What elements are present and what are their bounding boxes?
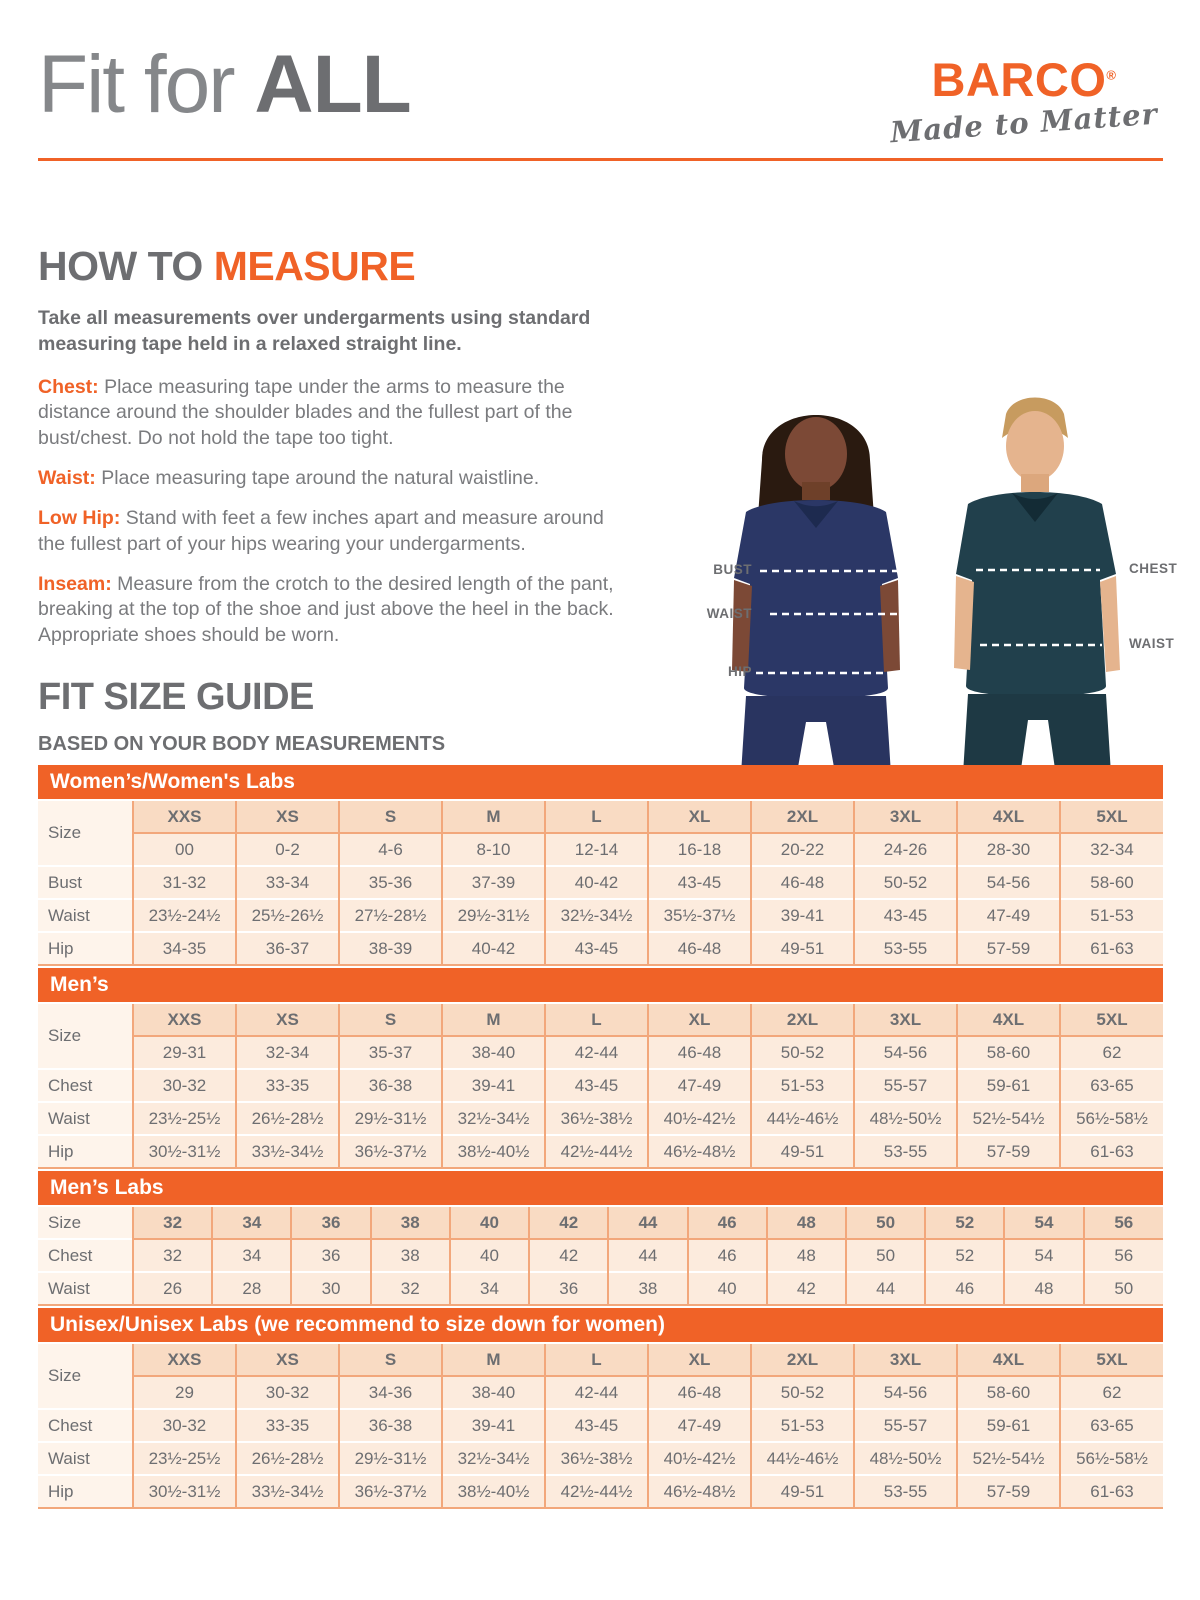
size-header-cell: 52 bbox=[925, 1206, 1004, 1239]
size-header-cell: 34 bbox=[212, 1206, 291, 1239]
measurement-cell: 36 bbox=[291, 1239, 370, 1272]
table-section-title: Women’s/Women's Labs bbox=[38, 765, 1163, 799]
fit-size-guide-heading: FIT SIZE GUIDE bbox=[38, 676, 314, 718]
measurement-cell: 38 bbox=[371, 1239, 450, 1272]
size-header-cell: 5XL bbox=[1060, 1003, 1163, 1036]
size-column-label: Size bbox=[38, 1206, 133, 1239]
numeric-size-cell: 42-44 bbox=[545, 1036, 648, 1069]
measurement-cell: 36½-38½ bbox=[545, 1442, 648, 1475]
model-photo bbox=[650, 370, 1200, 790]
table-section-title: Unisex/Unisex Labs (we recommend to size down for women) bbox=[38, 1308, 1163, 1342]
measurement-cell: 39-41 bbox=[751, 899, 854, 932]
brand-logo bbox=[889, 53, 1159, 150]
measure-item-waist bbox=[38, 466, 630, 491]
measurement-cell: 36½-38½ bbox=[545, 1102, 648, 1135]
table-row bbox=[38, 866, 1163, 899]
table-row bbox=[38, 899, 1163, 932]
size-header-cell: 42 bbox=[529, 1206, 608, 1239]
measurement-cell: 51-53 bbox=[751, 1069, 854, 1102]
size-header-cell: L bbox=[545, 800, 648, 833]
numeric-size-cell: 30-32 bbox=[236, 1376, 339, 1409]
size-header-cell: S bbox=[339, 1003, 442, 1036]
measurement-cell: 26 bbox=[133, 1272, 212, 1305]
size-header-cell: 56 bbox=[1084, 1206, 1163, 1239]
measurement-cell: 53-55 bbox=[854, 932, 957, 965]
numeric-size-cell: 38-40 bbox=[442, 1036, 545, 1069]
measurement-cell: 46 bbox=[925, 1272, 1004, 1305]
numeric-size-cell: 8-10 bbox=[442, 833, 545, 866]
measurement-cell: 51-53 bbox=[1060, 899, 1163, 932]
size-header-cell: XL bbox=[648, 800, 751, 833]
measurement-cell: 52½-54½ bbox=[957, 1102, 1060, 1135]
size-table-womens bbox=[38, 799, 1163, 966]
measurement-cell: 23½-24½ bbox=[133, 899, 236, 932]
measurement-cell: 52½-54½ bbox=[957, 1442, 1060, 1475]
size-header-cell: XS bbox=[236, 1343, 339, 1376]
measurement-cell: 33½-34½ bbox=[236, 1135, 339, 1168]
numeric-size-cell: 29 bbox=[133, 1376, 236, 1409]
measurement-cell: 61-63 bbox=[1060, 932, 1163, 965]
row-label: Waist bbox=[38, 1442, 133, 1475]
measurement-cell: 36-38 bbox=[339, 1409, 442, 1442]
measurement-cell: 32½-34½ bbox=[442, 1102, 545, 1135]
size-header-cell: 48 bbox=[767, 1206, 846, 1239]
size-header-cell: 44 bbox=[608, 1206, 687, 1239]
measurement-cell: 56 bbox=[1084, 1239, 1163, 1272]
measurement-cell: 35½-37½ bbox=[648, 899, 751, 932]
size-header-cell: XXS bbox=[133, 1343, 236, 1376]
numeric-size-cell: 34-36 bbox=[339, 1376, 442, 1409]
size-header-cell: XL bbox=[648, 1343, 751, 1376]
measurement-cell: 46½-48½ bbox=[648, 1475, 751, 1508]
measurement-cell: 32 bbox=[133, 1239, 212, 1272]
measurement-cell: 48 bbox=[1004, 1272, 1083, 1305]
measurement-cell: 33-34 bbox=[236, 866, 339, 899]
measurement-cell: 50-52 bbox=[854, 866, 957, 899]
numeric-size-cell: 62 bbox=[1060, 1376, 1163, 1409]
measurement-cell: 38½-40½ bbox=[442, 1475, 545, 1508]
models-illustration bbox=[650, 370, 1200, 790]
measurement-cell: 56½-58½ bbox=[1060, 1442, 1163, 1475]
measurement-cell: 57-59 bbox=[957, 932, 1060, 965]
measurement-cell: 39-41 bbox=[442, 1409, 545, 1442]
measurement-cell: 57-59 bbox=[957, 1135, 1060, 1168]
measurement-cell: 36-37 bbox=[236, 932, 339, 965]
measurement-cell: 46-48 bbox=[751, 866, 854, 899]
measurement-cell: 30 bbox=[291, 1272, 370, 1305]
brand-tagline: Made to Matter bbox=[889, 96, 1159, 150]
measurement-cell: 40 bbox=[688, 1272, 767, 1305]
size-header-cell: 46 bbox=[688, 1206, 767, 1239]
measurement-cell: 55-57 bbox=[854, 1409, 957, 1442]
size-header-cell: M bbox=[442, 1003, 545, 1036]
page-title-light: Fit for bbox=[38, 39, 255, 130]
numeric-size-cell: 46-48 bbox=[648, 1376, 751, 1409]
measurement-cell: 44½-46½ bbox=[751, 1102, 854, 1135]
measurement-cell: 32 bbox=[371, 1272, 450, 1305]
numeric-size-cell: 54-56 bbox=[854, 1376, 957, 1409]
measurement-cell: 48½-50½ bbox=[854, 1102, 957, 1135]
measure-item-chest bbox=[38, 375, 630, 451]
measurement-cell: 26½-28½ bbox=[236, 1102, 339, 1135]
measurement-cell: 59-61 bbox=[957, 1409, 1060, 1442]
size-header-cell: S bbox=[339, 1343, 442, 1376]
measurement-cell: 30-32 bbox=[133, 1409, 236, 1442]
table-section-title: Men’s Labs bbox=[38, 1171, 1163, 1205]
row-label: Hip bbox=[38, 1135, 133, 1168]
size-header-cell: 54 bbox=[1004, 1206, 1083, 1239]
measurement-cell: 40½-42½ bbox=[648, 1102, 751, 1135]
measurement-cell: 29½-31½ bbox=[442, 899, 545, 932]
measure-item-chest-label: Chest: bbox=[38, 375, 99, 398]
numeric-size-cell: 50-52 bbox=[751, 1036, 854, 1069]
measurement-cell: 23½-25½ bbox=[133, 1102, 236, 1135]
row-label: Chest bbox=[38, 1239, 133, 1272]
measure-item-lowhip-label: Low Hip: bbox=[38, 507, 121, 530]
figure-label-hip: HIP bbox=[727, 664, 752, 679]
size-table-unisex bbox=[38, 1342, 1163, 1509]
size-table-section-unisex bbox=[38, 1308, 1163, 1509]
numeric-size-cell: 29-31 bbox=[133, 1036, 236, 1069]
measure-item-inseam-label: Inseam: bbox=[38, 572, 112, 595]
numeric-size-cell: 12-14 bbox=[545, 833, 648, 866]
table-row bbox=[38, 932, 1163, 965]
registered-trademark-icon: ® bbox=[1106, 67, 1117, 83]
size-tables bbox=[38, 765, 1163, 1509]
numeric-size-cell: 50-52 bbox=[751, 1376, 854, 1409]
numeric-size-cell: 20-22 bbox=[751, 833, 854, 866]
measurement-cell: 49-51 bbox=[751, 1475, 854, 1508]
measurement-cell: 34-35 bbox=[133, 932, 236, 965]
measurement-cell: 35-36 bbox=[339, 866, 442, 899]
measurement-cell: 46 bbox=[688, 1239, 767, 1272]
size-header-cell: XS bbox=[236, 800, 339, 833]
measure-item-inseam-text: Measure from the crotch to the desired length of the pant, breaking at the top of the shoe and just above the heel in the back. Appropriate shoes should be worn. bbox=[38, 572, 614, 646]
measurement-cell: 47-49 bbox=[648, 1409, 751, 1442]
numeric-size-cell: 38-40 bbox=[442, 1376, 545, 1409]
size-header-cell: 40 bbox=[450, 1206, 529, 1239]
measurement-cell: 46-48 bbox=[648, 932, 751, 965]
measurement-cell: 56½-58½ bbox=[1060, 1102, 1163, 1135]
measurement-cell: 37-39 bbox=[442, 866, 545, 899]
size-header-cell: 3XL bbox=[854, 1343, 957, 1376]
size-header-cell: 4XL bbox=[957, 1003, 1060, 1036]
row-label: Bust bbox=[38, 866, 133, 899]
measurement-cell: 61-63 bbox=[1060, 1135, 1163, 1168]
numeric-size-cell: 58-60 bbox=[957, 1036, 1060, 1069]
table-row bbox=[38, 1272, 1163, 1305]
measurement-cell: 50 bbox=[1084, 1272, 1163, 1305]
size-header-cell: 2XL bbox=[751, 1003, 854, 1036]
measurement-cell: 49-51 bbox=[751, 932, 854, 965]
numeric-size-cell: 0-2 bbox=[236, 833, 339, 866]
measurement-cell: 39-41 bbox=[442, 1069, 545, 1102]
measurement-cell: 57-59 bbox=[957, 1475, 1060, 1508]
page-title-bold: ALL bbox=[254, 39, 411, 130]
measurement-cell: 43-45 bbox=[545, 1069, 648, 1102]
size-guide-subheading: BASED ON YOUR BODY MEASUREMENTS bbox=[38, 733, 446, 755]
measurement-cell: 47-49 bbox=[957, 899, 1060, 932]
size-header-cell: XL bbox=[648, 1003, 751, 1036]
size-header-cell: 2XL bbox=[751, 1343, 854, 1376]
woman-model-silhouette bbox=[732, 415, 900, 790]
measurement-cell: 43-45 bbox=[854, 899, 957, 932]
measurement-cell: 32½-34½ bbox=[545, 899, 648, 932]
measure-item-inseam bbox=[38, 572, 630, 648]
measurement-cell: 63-65 bbox=[1060, 1069, 1163, 1102]
measurement-cell: 29½-31½ bbox=[339, 1442, 442, 1475]
row-label: Chest bbox=[38, 1409, 133, 1442]
row-label: Hip bbox=[38, 1475, 133, 1508]
numeric-size-cell: 58-60 bbox=[957, 1376, 1060, 1409]
figure-label-waist-right: WAIST bbox=[1129, 636, 1175, 651]
man-model-silhouette bbox=[954, 398, 1120, 791]
measurement-cell: 59-61 bbox=[957, 1069, 1060, 1102]
table-row bbox=[38, 1102, 1163, 1135]
table-row bbox=[38, 1409, 1163, 1442]
measurement-cell: 54 bbox=[1004, 1239, 1083, 1272]
numeric-size-cell: 24-26 bbox=[854, 833, 957, 866]
numeric-size-cell: 46-48 bbox=[648, 1036, 751, 1069]
size-header-cell: 2XL bbox=[751, 800, 854, 833]
measurement-cell: 52 bbox=[925, 1239, 1004, 1272]
measurement-cell: 46½-48½ bbox=[648, 1135, 751, 1168]
size-column-label: Size bbox=[38, 1003, 133, 1069]
size-table-mens-labs bbox=[38, 1205, 1163, 1306]
measurement-cell: 50 bbox=[846, 1239, 925, 1272]
page-title bbox=[38, 40, 411, 130]
size-header-cell: 32 bbox=[133, 1206, 212, 1239]
measurement-cell: 36 bbox=[529, 1272, 608, 1305]
measurement-cell: 38-39 bbox=[339, 932, 442, 965]
measurement-cell: 40½-42½ bbox=[648, 1442, 751, 1475]
measure-item-lowhip-text: Stand with feet a few inches apart and measure around the fullest part of your hips wearing your undergarments. bbox=[38, 507, 604, 555]
size-header-cell: 4XL bbox=[957, 1343, 1060, 1376]
size-header-cell: 5XL bbox=[1060, 1343, 1163, 1376]
measurement-cell: 44 bbox=[846, 1272, 925, 1305]
figure-label-bust: BUST bbox=[713, 562, 752, 577]
measurement-cell: 42½-44½ bbox=[545, 1475, 648, 1508]
numeric-size-cell: 35-37 bbox=[339, 1036, 442, 1069]
table-row bbox=[38, 1475, 1163, 1508]
numeric-size-cell: 42-44 bbox=[545, 1376, 648, 1409]
measurement-cell: 34 bbox=[450, 1272, 529, 1305]
measure-item-waist-label: Waist: bbox=[38, 466, 96, 489]
measurement-cell: 43-45 bbox=[545, 1409, 648, 1442]
size-header-cell: 5XL bbox=[1060, 800, 1163, 833]
measurement-cell: 25½-26½ bbox=[236, 899, 339, 932]
size-header-cell: M bbox=[442, 1343, 545, 1376]
measure-item-chest-text: Place measuring tape under the arms to measure the distance around the shoulder blades and the fullest part of the bust/chest. Do not hold the tape too tight. bbox=[38, 375, 573, 449]
measurement-cell: 55-57 bbox=[854, 1069, 957, 1102]
table-section-title: Men’s bbox=[38, 968, 1163, 1002]
measurement-cell: 44½-46½ bbox=[751, 1442, 854, 1475]
how-to-measure-heading bbox=[38, 243, 630, 289]
size-header-cell: 3XL bbox=[854, 800, 957, 833]
brand-name-text: BARCO bbox=[931, 53, 1107, 106]
measurement-cell: 40-42 bbox=[442, 932, 545, 965]
measurement-cell: 33-35 bbox=[236, 1069, 339, 1102]
size-column-label: Size bbox=[38, 1343, 133, 1409]
row-label: Waist bbox=[38, 1102, 133, 1135]
size-header-cell: XXS bbox=[133, 1003, 236, 1036]
heading-orange-part: MEASURE bbox=[213, 243, 416, 289]
measurement-cell: 31-32 bbox=[133, 866, 236, 899]
measurement-cell: 48½-50½ bbox=[854, 1442, 957, 1475]
measurement-cell: 28 bbox=[212, 1272, 291, 1305]
row-label: Waist bbox=[38, 1272, 133, 1305]
measurement-cell: 43-45 bbox=[545, 932, 648, 965]
divider-rule bbox=[38, 158, 1163, 161]
measurement-cell: 54-56 bbox=[957, 866, 1060, 899]
numeric-size-cell: 32-34 bbox=[1060, 833, 1163, 866]
measurement-cell: 33½-34½ bbox=[236, 1475, 339, 1508]
size-column-label: Size bbox=[38, 800, 133, 866]
measurement-cell: 51-53 bbox=[751, 1409, 854, 1442]
numeric-size-cell: 4-6 bbox=[339, 833, 442, 866]
measurement-cell: 36½-37½ bbox=[339, 1475, 442, 1508]
size-header-cell: XXS bbox=[133, 800, 236, 833]
measurement-cell: 26½-28½ bbox=[236, 1442, 339, 1475]
row-label: Waist bbox=[38, 899, 133, 932]
heading-gray-part: HOW TO bbox=[38, 243, 214, 289]
brand-wordmark bbox=[890, 53, 1158, 106]
measurement-cell: 47-49 bbox=[648, 1069, 751, 1102]
measurement-cell: 42 bbox=[767, 1272, 846, 1305]
measurement-cell: 27½-28½ bbox=[339, 899, 442, 932]
numeric-size-cell: 28-30 bbox=[957, 833, 1060, 866]
size-table-section-mens-labs bbox=[38, 1171, 1163, 1306]
measurement-cell: 30-32 bbox=[133, 1069, 236, 1102]
measure-item-waist-text: Place measuring tape around the natural waistline. bbox=[101, 466, 540, 489]
size-header-cell: 36 bbox=[291, 1206, 370, 1239]
measurement-cell: 61-63 bbox=[1060, 1475, 1163, 1508]
measurement-cell: 49-51 bbox=[751, 1135, 854, 1168]
measurement-cell: 34 bbox=[212, 1239, 291, 1272]
measurement-cell: 44 bbox=[608, 1239, 687, 1272]
measurement-cell: 29½-31½ bbox=[339, 1102, 442, 1135]
numeric-size-cell: 16-18 bbox=[648, 833, 751, 866]
numeric-size-cell: 00 bbox=[133, 833, 236, 866]
measurement-cell: 40 bbox=[450, 1239, 529, 1272]
measurement-cell: 58-60 bbox=[1060, 866, 1163, 899]
table-row bbox=[38, 1069, 1163, 1102]
how-to-measure-section bbox=[38, 243, 630, 663]
size-header-cell: 38 bbox=[371, 1206, 450, 1239]
size-header-cell: L bbox=[545, 1343, 648, 1376]
table-row bbox=[38, 1239, 1163, 1272]
measurement-cell: 30½-31½ bbox=[133, 1135, 236, 1168]
measurement-cell: 63-65 bbox=[1060, 1409, 1163, 1442]
measurement-cell: 42½-44½ bbox=[545, 1135, 648, 1168]
numeric-size-cell: 32-34 bbox=[236, 1036, 339, 1069]
measurement-cell: 53-55 bbox=[854, 1475, 957, 1508]
table-row bbox=[38, 1135, 1163, 1168]
measurement-cell: 30½-31½ bbox=[133, 1475, 236, 1508]
size-table-section-womens bbox=[38, 765, 1163, 966]
row-label: Hip bbox=[38, 932, 133, 965]
measurement-cell: 38½-40½ bbox=[442, 1135, 545, 1168]
measurement-cell: 36-38 bbox=[339, 1069, 442, 1102]
measurement-cell: 48 bbox=[767, 1239, 846, 1272]
size-table-section-mens bbox=[38, 968, 1163, 1169]
measurement-cell: 53-55 bbox=[854, 1135, 957, 1168]
measurement-cell: 32½-34½ bbox=[442, 1442, 545, 1475]
size-header-cell: 50 bbox=[846, 1206, 925, 1239]
size-header-cell: M bbox=[442, 800, 545, 833]
measurement-cell: 42 bbox=[529, 1239, 608, 1272]
figure-label-waist-left: WAIST bbox=[706, 606, 752, 621]
numeric-size-cell: 54-56 bbox=[854, 1036, 957, 1069]
size-header-cell: L bbox=[545, 1003, 648, 1036]
size-table-mens bbox=[38, 1002, 1163, 1169]
size-header-cell: XS bbox=[236, 1003, 339, 1036]
table-row bbox=[38, 1442, 1163, 1475]
figure-label-chest: CHEST bbox=[1129, 561, 1178, 576]
numeric-size-cell: 62 bbox=[1060, 1036, 1163, 1069]
measurement-cell: 23½-25½ bbox=[133, 1442, 236, 1475]
measurement-cell: 36½-37½ bbox=[339, 1135, 442, 1168]
measurement-cell: 43-45 bbox=[648, 866, 751, 899]
size-header-cell: 4XL bbox=[957, 800, 1060, 833]
size-header-cell: S bbox=[339, 800, 442, 833]
measure-intro: Take all measurements over undergarments using standard measuring tape held in a relaxed straight line. bbox=[38, 307, 591, 355]
size-header-cell: 3XL bbox=[854, 1003, 957, 1036]
measurement-cell: 33-35 bbox=[236, 1409, 339, 1442]
measurement-cell: 40-42 bbox=[545, 866, 648, 899]
measurement-cell: 38 bbox=[608, 1272, 687, 1305]
measure-item-lowhip bbox=[38, 506, 630, 557]
row-label: Chest bbox=[38, 1069, 133, 1102]
